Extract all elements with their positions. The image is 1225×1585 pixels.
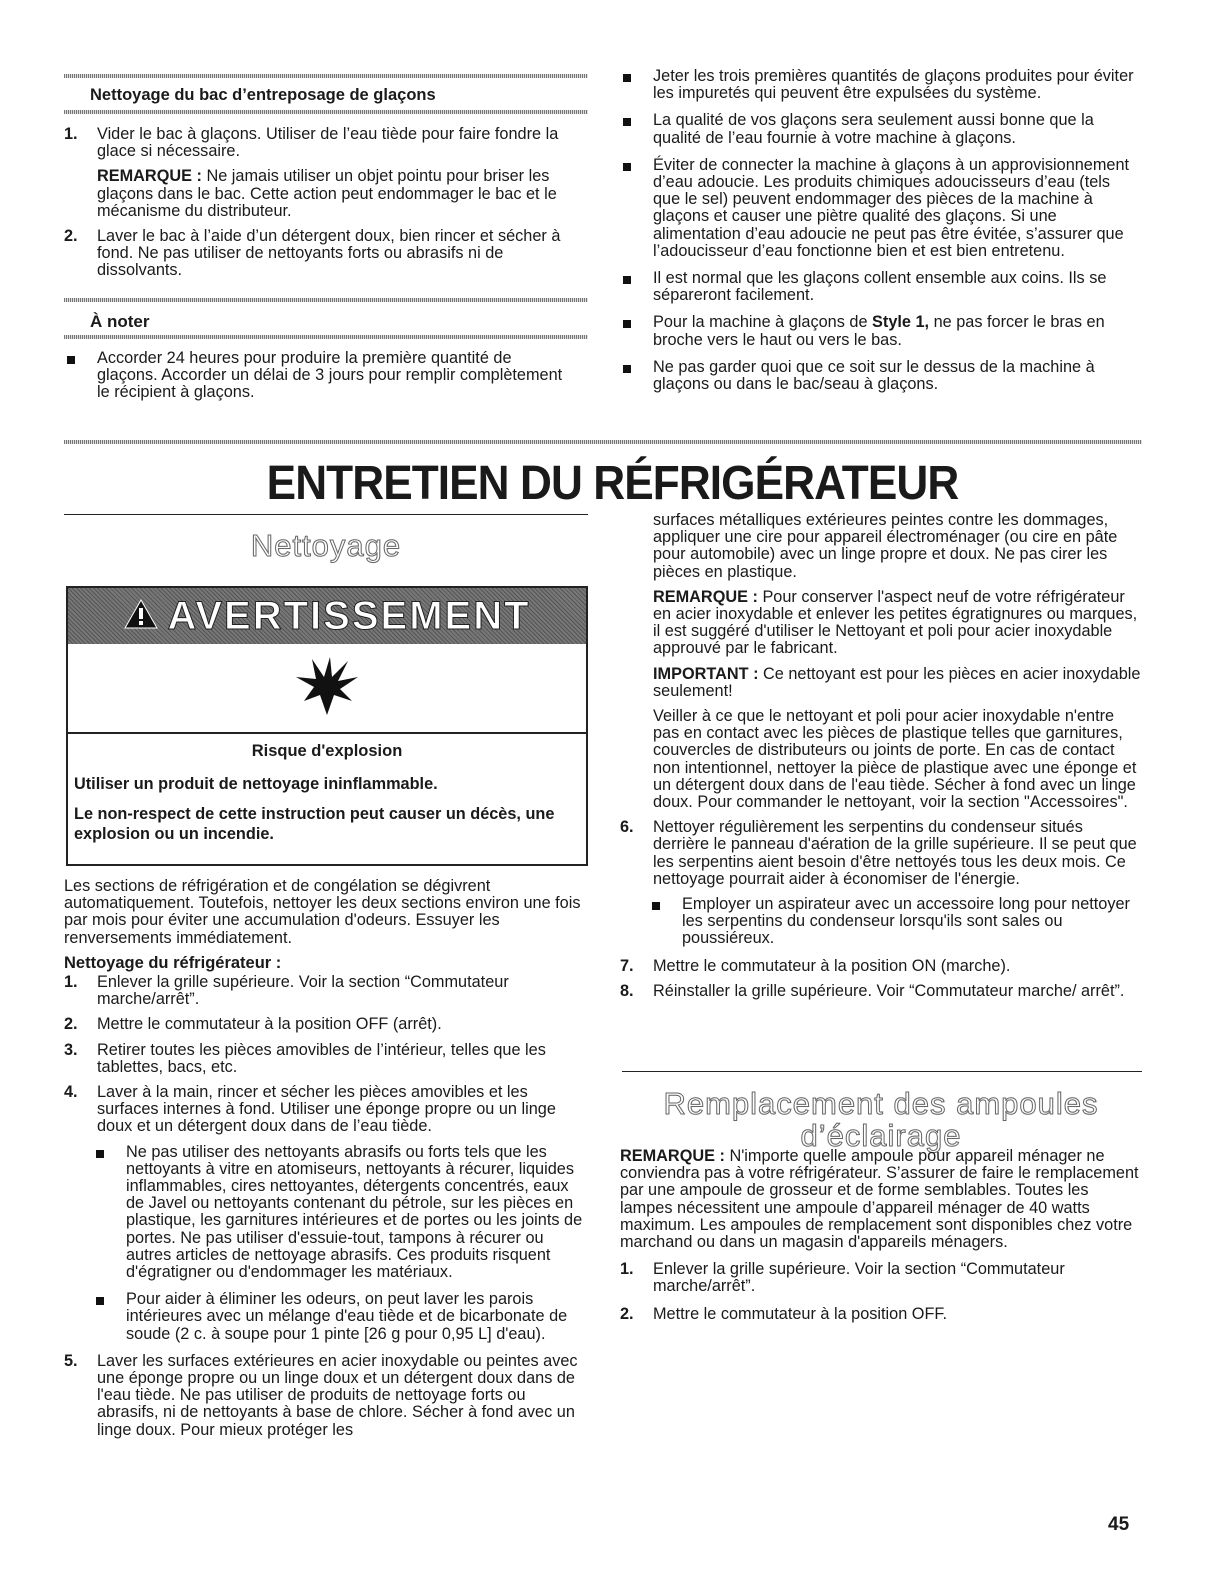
- warning-box: [66, 586, 588, 866]
- list-item: [620, 819, 1142, 888]
- list-item: [64, 974, 590, 1008]
- list-item: [64, 126, 588, 220]
- list-item: [620, 314, 1140, 348]
- warning-line-2: Le non-respect de cette instruction peut causer un décès, une explosion ou un incendie.: [74, 805, 555, 843]
- item-number: 2.: [64, 1015, 78, 1034]
- subsection-title: Remplacement des ampoules: [663, 1086, 1099, 1121]
- list-item: [64, 1042, 590, 1076]
- warning-triangle-icon: [123, 598, 159, 635]
- remarque-label: REMARQUE :: [97, 167, 202, 186]
- item-number: 1.: [620, 1260, 634, 1279]
- warning-title: AVERTISSEMENT: [167, 593, 531, 638]
- item-text: Laver à la main, rincer et sécher les pièces amovibles et les surfaces internes à fond. Utiliser une éponge propre ou un linge doux et un détergent doux dans de l’eau tiède.: [97, 1083, 556, 1136]
- page-title: ENTRETIEN DU RÉFRIGÉRATEUR: [266, 457, 959, 510]
- list-item: [64, 228, 588, 280]
- remarque-label: REMARQUE :: [620, 1147, 725, 1165]
- continued-paragraph: surfaces métalliques extérieures peintes contre les dommages, appliquer une cire pour appareil électroménager (ou cire en pâte pour automobile) avec un linge propre et doux. Ne pas cirer les pièces en plastique.: [653, 511, 1118, 581]
- divider: [64, 514, 588, 515]
- warning-symbol-area: [68, 644, 586, 734]
- item-number: 8.: [620, 981, 634, 1000]
- note-list: [64, 350, 564, 402]
- list-item: Éviter de connecter la machine à glaçons à un approvisionnement d’eau adoucie. Les produits chimiques adoucisseurs d’eau (tels que le sel) peuvent endommager des pièces de la machine à glaçons et causer une piètre qualité des glaçons. Si une alimentation d’eau adoucie ne peut pas être évitée, s’assurer que l’adoucisseur d’eau fonctionne bien et est bien entretenu.: [620, 157, 1140, 260]
- list-item: [64, 1084, 590, 1136]
- divider: [64, 110, 588, 114]
- veiller-paragraph: Veiller à ce que le nettoyant et poli pour acier inoxydable n'entre pas en contact avec les pièces de plastique telles que garnitures, couvercles de distributeurs ou joints de porte. En cas de contact non intentionnel, nettoyer la pièce de plastique avec une éponge et un détergent doux dans de l'eau tiède. Sécher à fond avec un linge doux. Pour commander le nettoyant, voir la section "Accessoires".: [653, 707, 1137, 812]
- divider: [64, 440, 1142, 444]
- remarque: [97, 168, 588, 220]
- intro-paragraph: Les sections de réfrigération et de congélation se dégivrent automatiquement. Toutefois, nettoyer les deux sections environ une fois par mois pour éviter une accumulation d'odeurs. Essuyer les renversements immédiatement.: [64, 877, 581, 947]
- remarque-text: Ne jamais utiliser un objet pointu pour briser les glaçons dans le bac. Cette action peut endommager le bac et le mécanisme du distributeur.: [97, 167, 557, 220]
- section-heading: Nettoyage du bac d’entreposage de glaçons: [90, 86, 436, 104]
- remarque-label: REMARQUE :: [653, 587, 758, 606]
- item-number: 5.: [64, 1351, 78, 1370]
- list-item: [64, 1016, 590, 1033]
- list-item: Accorder 24 heures pour produire la première quantité de glaçons. Accorder un délai de 3 jours pour remplir complètement le récipient à glaçons.: [64, 350, 564, 402]
- sub-list-item: Employer un aspirateur avec un accessoire long pour nettoyer les serpentins du condenseur lorsqu'ils sont sales ou poussiéreux.: [620, 896, 1142, 948]
- bullet-text: ne pas forcer le bras en broche vers le haut ou vers le bas.: [653, 313, 1105, 349]
- item-number: 1.: [64, 125, 78, 143]
- note-heading: À noter: [90, 312, 150, 331]
- warning-header: [68, 588, 586, 644]
- divider: [64, 74, 588, 78]
- item-number: 7.: [620, 956, 634, 975]
- remarque: [620, 1148, 1142, 1251]
- item-number: 2.: [64, 227, 78, 246]
- item-text: Enlever la grille supérieure. Voir la section “Commutateur marche/arrêt”.: [653, 1260, 1065, 1296]
- bullet-text: Pour la machine à glaçons de: [653, 313, 873, 332]
- item-text: Laver les surfaces extérieures en acier inoxydable ou peintes avec une éponge propre ou un linge doux et un détergent doux dans de l'eau tiède. Ne pas utiliser de produits de nettoyage forts ou abrasifs, ni de nettoyants à base de chlore. Sécher à fond avec un linge doux. Pour mieux protéger les: [97, 1351, 578, 1439]
- list-item: [64, 1353, 590, 1439]
- item-text: Vider le bac à glaçons. Utiliser de l’eau tiède pour faire fondre la glace si nécessaire.: [97, 125, 559, 161]
- item-text: Mettre le commutateur à la position ON (marche).: [653, 956, 1011, 975]
- subheading: Nettoyage du réfrigérateur :: [64, 953, 282, 972]
- divider: [64, 298, 588, 302]
- item-text: Nettoyer régulièrement les serpentins du condenseur situés derrière le panneau d'aération de la grille supérieure. Il se peut que les serpentins aient besoin d'être nettoyés tous les deux mois. Ce nettoyage pourrait aider à économiser de l'énergie.: [653, 818, 1137, 888]
- list-item: [620, 1261, 1142, 1295]
- item-number: 1.: [64, 973, 78, 992]
- remarque-text: Pour conserver l'aspect neuf de votre réfrigérateur en acier inoxydable et enlever les petites égratignures ou marques, il est suggéré d'utiliser le Nettoyant et poli pour acier inoxydable approuvé par le fabricant.: [653, 587, 1138, 658]
- item-number: 4.: [64, 1083, 78, 1102]
- remarque: [620, 589, 1142, 658]
- important-label: IMPORTANT :: [653, 664, 759, 683]
- item-text: Mettre le commutateur à la position OFF.: [653, 1304, 948, 1323]
- top-right-column: [620, 68, 1140, 393]
- important-text: Ce nettoyant est pour les pièces en acier inoxydable seulement!: [653, 664, 1141, 700]
- item-text: Réinstaller la grille supérieure. Voir “Commutateur marche/ arrêt”.: [653, 981, 1125, 1000]
- left-column: [64, 878, 590, 1439]
- item-text: Laver le bac à l’aide d’un détergent doux, bien rincer et sécher à fond. Ne pas utiliser de nettoyants forts ou abrasifs ni de dissolvants.: [97, 227, 561, 280]
- style-label: Style 1,: [872, 313, 930, 332]
- subsection-title-line-2: d’éclairage: [800, 1118, 962, 1153]
- item-text: Mettre le commutateur à la position OFF (arrêt).: [97, 1015, 442, 1034]
- top-left-column: [64, 126, 588, 280]
- explosion-icon: [292, 655, 362, 722]
- list-item: La qualité de vos glaçons sera seulement aussi bonne que la qualité de l’eau fournie à votre machine à glaçons.: [620, 112, 1140, 146]
- page-number: 45: [1108, 1514, 1130, 1535]
- warning-risk: Risque d'explosion: [251, 742, 403, 760]
- list-item: [620, 1306, 1142, 1323]
- list-item: Il est normal que les glaçons collent ensemble aux coins. Ils se sépareront facilement.: [620, 270, 1140, 304]
- bulb-section: [620, 1148, 1142, 1323]
- list-item: Jeter les trois premières quantités de glaçons produites pour éviter les impuretés qui peuvent être expulsées du système.: [620, 68, 1140, 102]
- item-number: 2.: [620, 1304, 634, 1323]
- warning-line-1: Utiliser un produit de nettoyage ininflammable.: [74, 775, 438, 793]
- important-note: [620, 666, 1142, 700]
- list-item: [620, 958, 1142, 975]
- item-number: 6.: [620, 818, 634, 837]
- item-text: Enlever la grille supérieure. Voir la section “Commutateur marche/arrêt”.: [97, 973, 509, 1009]
- item-number: 3.: [64, 1040, 78, 1059]
- sub-list-item: Pour aider à éliminer les odeurs, on peut laver les parois intérieures avec un mélange d'eau tiède et de bicarbonate de soude (2 c. à soupe pour 1 pinte [26 g pour 0,95 L] d'eau).: [64, 1291, 590, 1343]
- divider: [622, 1071, 1142, 1072]
- item-text: Retirer toutes les pièces amovibles de l’intérieur, telles que les tablettes, bacs, etc.: [97, 1040, 546, 1076]
- remarque-text: N'importe quelle ampoule pour appareil ménager ne conviendra pas à votre réfrigérateur. S’assurer de faire le remplacement par une ampoule de grosseur et de forme semblables. Toutes les lampes nécessitent une ampoule d’appareil ménager de 40 watts maximum. Les ampoules de remplacement sont disponibles chez votre marchand ou dans un magasin d'appareils ménagers.: [620, 1147, 1139, 1252]
- right-column: [620, 512, 1142, 1000]
- warning-body: [68, 734, 586, 844]
- list-item: Ne pas garder quoi que ce soit sur le dessus de la machine à glaçons ou dans le bac/seau à glaçons.: [620, 359, 1140, 393]
- divider: [64, 335, 588, 339]
- sub-list-item: Ne pas utiliser des nettoyants abrasifs ou forts tels que les nettoyants à vitre en atomiseurs, nettoyants à récurer, liquides inflammables, cires nettoyantes, détergents concentrés, eaux de Javel ou nettoyants contenant du pétrole, sur les pièces en plastique, les garnitures intérieures et de portes ou les joints de portes. Ne pas utiliser d'essuie-tout, tampons à récurer ou autres articles de nettoyage abrasifs. Ces produits risquent d'égratigner ou d'endommager les matériaux.: [64, 1144, 590, 1282]
- list-item: [620, 983, 1142, 1000]
- subsection-title: Nettoyage: [250, 528, 402, 563]
